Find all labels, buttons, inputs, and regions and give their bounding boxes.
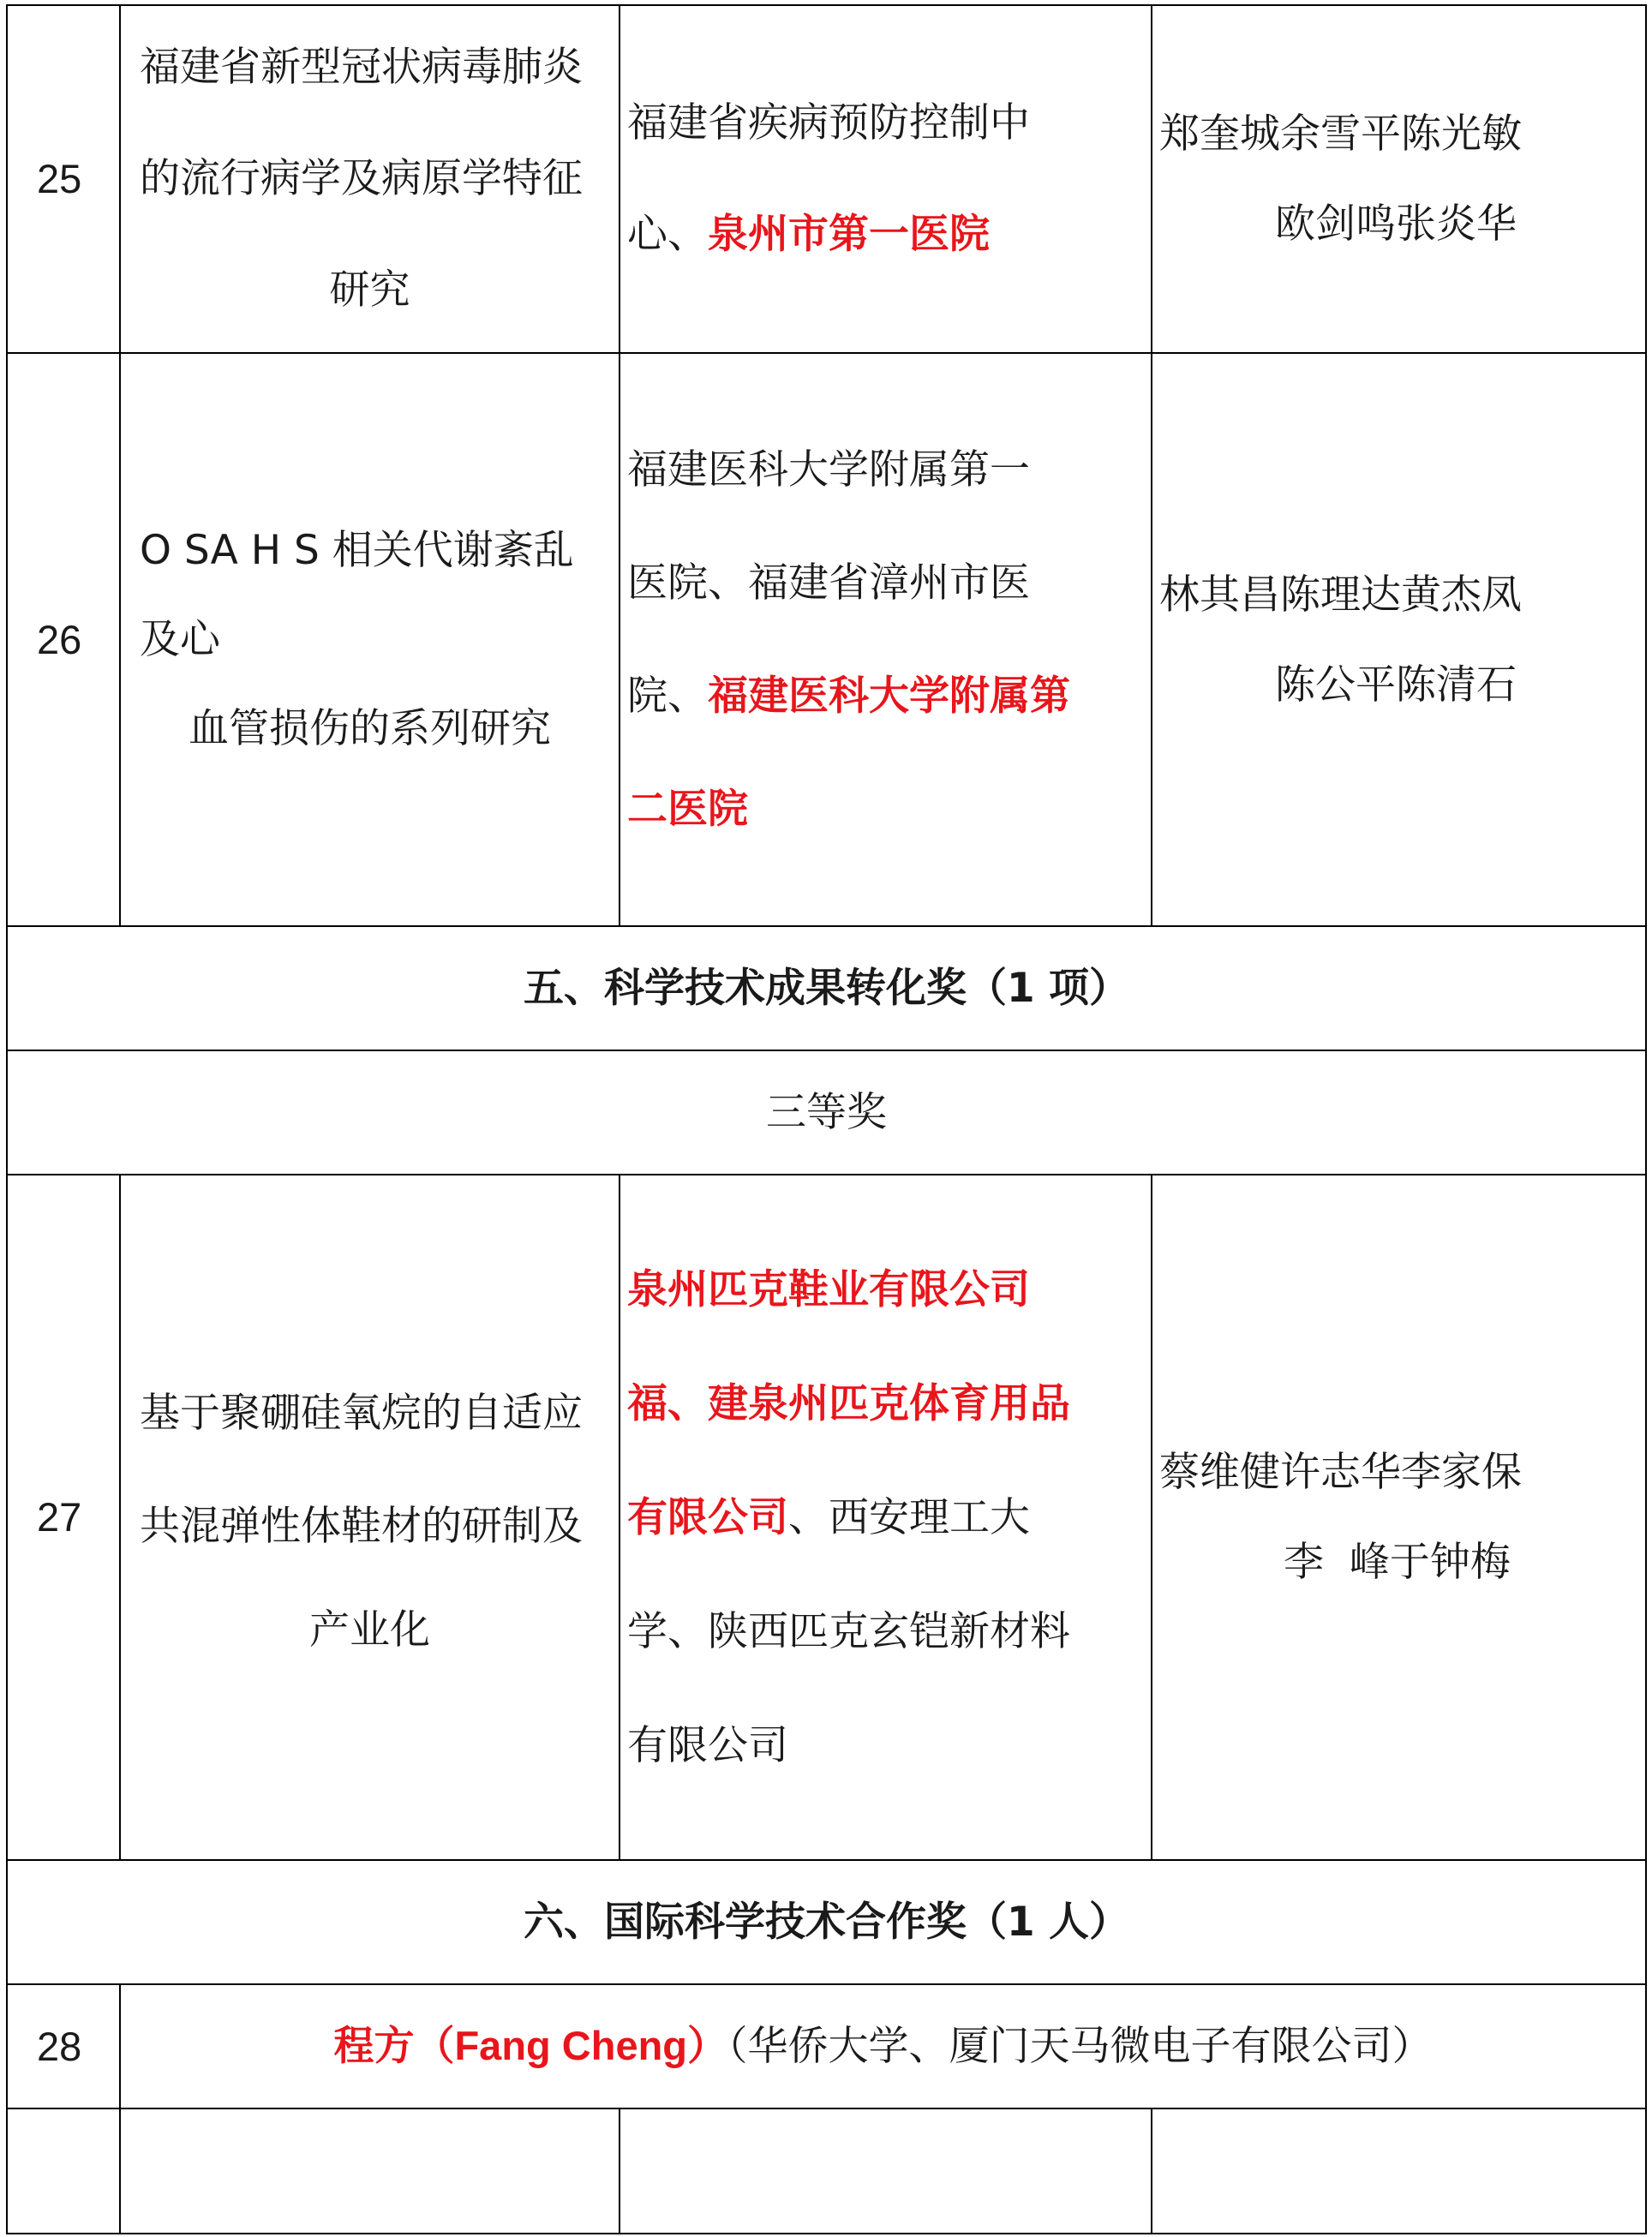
row-number: 26 (7, 353, 120, 926)
empty-cell (120, 2108, 620, 2234)
empty-cell (1152, 2108, 1646, 2234)
row-number: 28 (7, 1984, 120, 2108)
row-number: 27 (7, 1175, 120, 1860)
completing-people: 郑奎城余雪平陈光敏 欧剑鸣张炎华 (1152, 5, 1646, 353)
completing-units: 福建省疾病预防控制中 心、泉州市第一医院 (620, 5, 1152, 353)
completing-people: 林其昌陈理达黄杰凤 陈公平陈清石 (1152, 353, 1646, 926)
grade-row (7, 1050, 1646, 1175)
highlighted-unit: 福建医科大学附属第 (708, 672, 1070, 720)
highlighted-unit: 有限公司 (627, 1493, 788, 1541)
table-row-26 (7, 353, 1646, 926)
awardee-name: 程方（Fang Cheng） (333, 2023, 728, 2068)
completing-units: 泉州匹克鞋业有限公司 福、建泉州匹克体育用品 有限公司、西安理工大 学、陕西匹克玄铠新材料 有限公司 (620, 1175, 1152, 1860)
empty-cell (7, 2108, 120, 2234)
awards-table (6, 4, 1647, 2234)
completing-units: 福建医科大学附属第一 医院、福建省漳州市医 院、福建医科大学附属第 二医院 (620, 353, 1152, 926)
highlighted-unit: 泉州市第一医院 (708, 211, 990, 258)
section-header-6 (7, 1860, 1646, 1984)
project-name: 福建省新型冠状病毒肺炎 的流行病学及病原学特征 研究 (120, 5, 620, 353)
grade-label: 三等奖 (7, 1050, 1646, 1175)
table-row-27 (7, 1175, 1646, 1860)
section-title: 五、科学技术成果转化奖（1 项） (7, 926, 1646, 1050)
project-name: O SA H S 相关代谢紊乱 及心 血管损伤的系列研究 (120, 353, 620, 926)
highlighted-unit: 泉州匹克鞋业有限公司 (627, 1265, 1030, 1313)
international-awardee (120, 1984, 1646, 2108)
empty-cell (620, 2108, 1152, 2234)
section-header-5 (7, 926, 1646, 1050)
table-row-28 (7, 1984, 1646, 2108)
section-title: 六、国际科学技术合作奖（1 人） (7, 1860, 1646, 1984)
completing-people: 蔡维健许志华李家保 李 峰于钟梅 (1152, 1175, 1646, 1860)
table-row-25 (7, 5, 1646, 353)
project-name: 基于聚硼硅氧烷的自适应 共混弹性体鞋材的研制及 产业化 (120, 1175, 620, 1860)
highlighted-unit: 福、建泉州匹克体育用品 (627, 1379, 1070, 1427)
table-row-empty (7, 2108, 1646, 2234)
row-number: 25 (7, 5, 120, 353)
awardee-affiliation: （华侨大学、厦门天马微电子有限公司） (727, 2023, 1433, 2070)
highlighted-unit: 二医院 (627, 785, 748, 833)
